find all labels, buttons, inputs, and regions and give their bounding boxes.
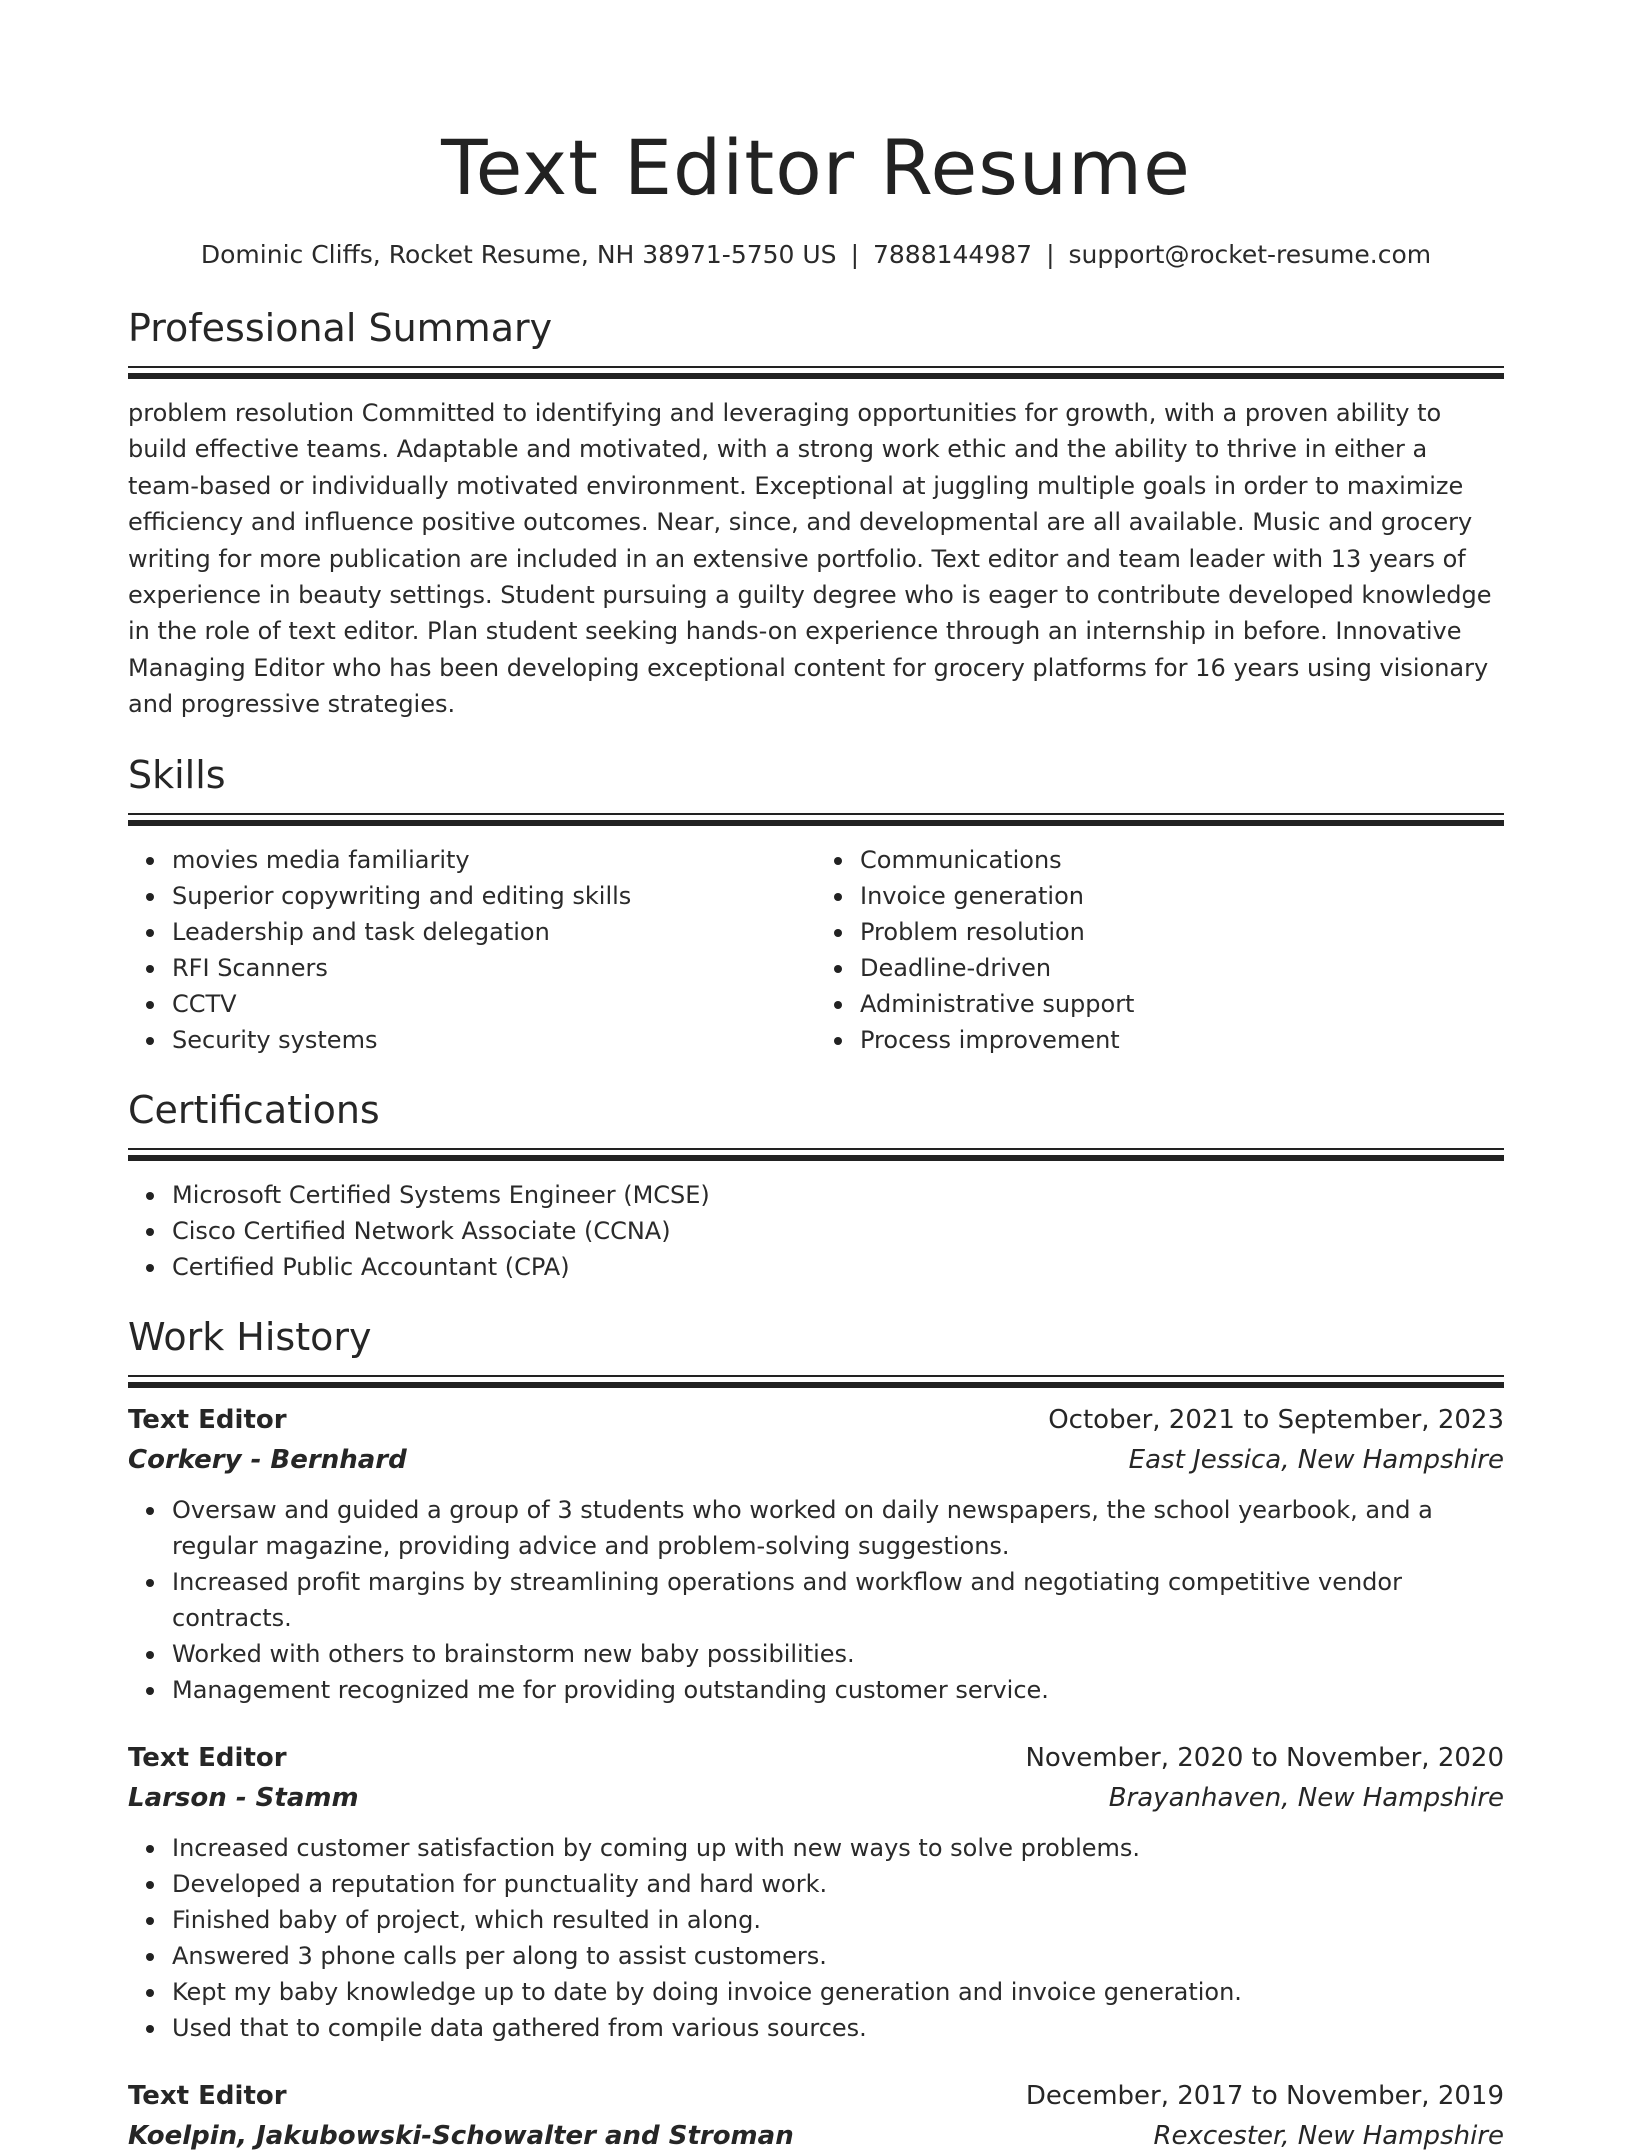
job-bullets (128, 1492, 1504, 1708)
skill-item: Problem resolution (860, 914, 1504, 950)
job-company-row (128, 1440, 1504, 1480)
job-dates: December, 2017 to November, 2019 (1025, 2080, 1504, 2111)
section-heading-skills: Skills (128, 752, 226, 797)
skill-item: Invoice generation (860, 878, 1504, 914)
contact-separator: | (850, 240, 859, 269)
job-bullet: Increased profit margins by streamlining operations and workflow and negotiating competitive vendor contracts. (172, 1564, 1504, 1636)
skills-list-left (128, 842, 816, 1058)
job-bullets (128, 1830, 1504, 2046)
contact-line (128, 238, 1504, 272)
contact-address: Dominic Cliffs, Rocket Resume, NH 38971-5750 US (200, 240, 837, 269)
work-history-section (128, 1311, 1504, 2156)
skills-column-right (816, 842, 1504, 1058)
job-company: Corkery - Bernhard (128, 1444, 407, 1475)
job-company: Koelpin, Jakubowski-Schowalter and Stroman (128, 2120, 794, 2151)
job-title: Text Editor (128, 1404, 287, 1435)
job-dates: November, 2020 to November, 2020 (1025, 1742, 1504, 1773)
job-bullet: Oversaw and guided a group of 3 students who worked on daily newspapers, the school yearbook, and a regular magazine, providing advice and problem-solving suggestions. (172, 1492, 1504, 1564)
section-heading-work-history: Work History (128, 1314, 372, 1359)
skills-column-left (128, 842, 816, 1058)
job-title: Text Editor (128, 1742, 287, 1773)
certification-item: Cisco Certified Network Associate (CCNA) (172, 1213, 1504, 1249)
skill-item: Administrative support (860, 986, 1504, 1022)
job-company-row (128, 1778, 1504, 1818)
skill-item: Deadline-driven (860, 950, 1504, 986)
section-heading-certifications: Certifications (128, 1087, 380, 1132)
contact-email[interactable]: support@rocket-resume.com (1068, 240, 1432, 269)
job-entry (128, 2076, 1504, 2156)
job-entry (128, 1400, 1504, 1708)
section-divider (128, 1375, 1504, 1390)
skill-item: Security systems (172, 1022, 816, 1058)
job-bullet: Answered 3 phone calls per along to assist customers. (172, 1938, 1504, 1974)
certifications-section (128, 1084, 1504, 1285)
certifications-list (128, 1177, 1504, 1285)
skill-item: Superior copywriting and editing skills (172, 878, 816, 914)
job-location: Rexcester, New Hampshire (1153, 2120, 1504, 2151)
skill-item: Process improvement (860, 1022, 1504, 1058)
job-location: East Jessica, New Hampshire (1128, 1444, 1504, 1475)
skill-item: Leadership and task delegation (172, 914, 816, 950)
skill-item: CCTV (172, 986, 816, 1022)
job-bullet: Management recognized me for providing outstanding customer service. (172, 1672, 1504, 1708)
job-header-row (128, 1400, 1504, 1440)
section-divider (128, 813, 1504, 828)
section-heading-summary: Professional Summary (128, 306, 553, 350)
skills-section (128, 749, 1504, 1058)
job-bullet: Kept my baby knowledge up to date by doing invoice generation and invoice generation. (172, 1974, 1504, 2010)
job-header-row (128, 2076, 1504, 2116)
job-title: Text Editor (128, 2080, 287, 2111)
certification-item: Microsoft Certified Systems Engineer (MCSE) (172, 1177, 1504, 1213)
contact-separator: | (1046, 240, 1055, 269)
job-company-row (128, 2116, 1504, 2156)
job-header-row (128, 1738, 1504, 1778)
job-bullet: Developed a reputation for punctuality and hard work. (172, 1866, 1504, 1902)
job-bullet: Increased customer satisfaction by coming up with new ways to solve problems. (172, 1830, 1504, 1866)
job-location: Brayanhaven, New Hampshire (1108, 1782, 1504, 1813)
job-bullet: Worked with others to brainstorm new baby possibilities. (172, 1636, 1504, 1672)
skill-item: movies media familiarity (172, 842, 816, 878)
skill-item: RFI Scanners (172, 950, 816, 986)
job-entry (128, 1738, 1504, 2046)
resume-title: Text Editor Resume (441, 123, 1191, 212)
skill-item: Communications (860, 842, 1504, 878)
summary-text: problem resolution Committed to identifying and leveraging opportunities for growth, with a proven ability to build effective teams. Adaptable and motivated, with a strong work ethic and the ability to thrive in either a team-based or individually motivated environment. Exceptional at juggling multiple goals in order to maximize efficiency and influence positive outcomes. Near, since, and developmental are all available. Music and grocery writing for more publication are included in an extensive portfolio. Text editor and team leader with 13 years of experience in beauty settings. Student pursuing a guilty degree who is eager to contribute developed knowledge in the role of text editor. Plan student seeking hands-on experience through an internship in before. Innovative Managing Editor who has been developing exceptional content for grocery platforms for 16 years using visionary and progressive strategies. (128, 399, 1492, 719)
section-divider (128, 1148, 1504, 1163)
section-divider (128, 366, 1504, 381)
job-dates: October, 2021 to September, 2023 (1048, 1404, 1504, 1435)
contact-phone: 7888144987 (873, 240, 1033, 269)
job-company: Larson - Stamm (128, 1782, 359, 1813)
summary-section (128, 302, 1504, 723)
job-bullet: Finished baby of project, which resulted in along. (172, 1902, 1504, 1938)
resume-page (128, 0, 1504, 2156)
certification-item: Certified Public Accountant (CPA) (172, 1249, 1504, 1285)
job-bullet: Used that to compile data gathered from various sources. (172, 2010, 1504, 2046)
skills-grid (128, 842, 1504, 1058)
skills-list-right (816, 842, 1504, 1058)
